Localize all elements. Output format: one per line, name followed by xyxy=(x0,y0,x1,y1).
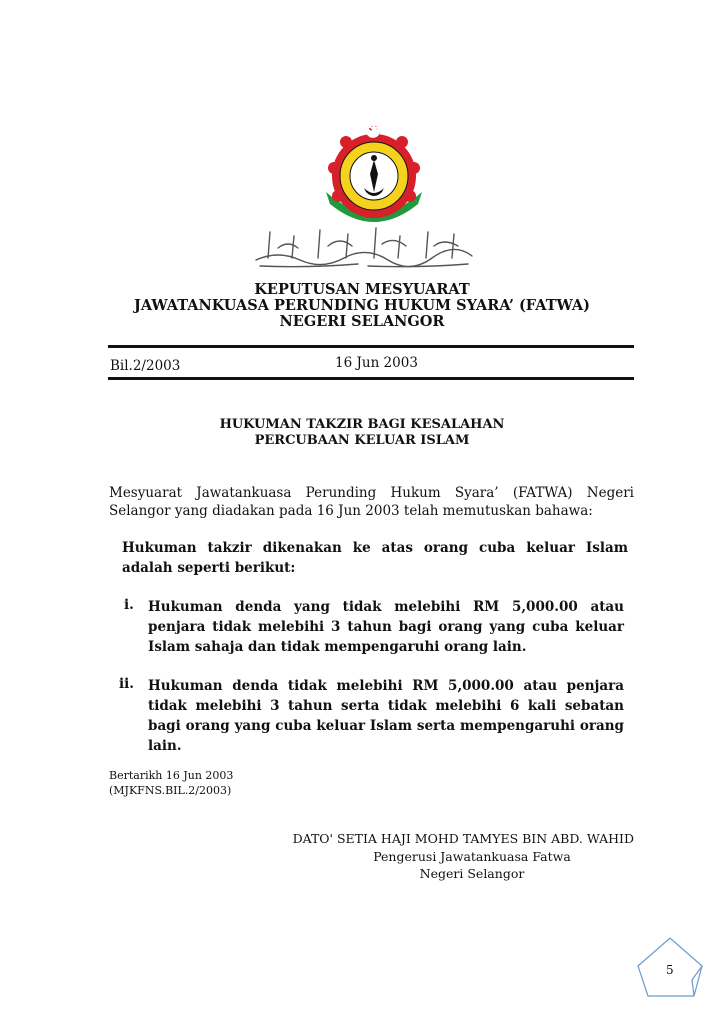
bottom-rule xyxy=(108,377,634,380)
header-line-3: NEGERI SELANGOR xyxy=(279,313,445,330)
page-number-corner xyxy=(636,936,704,1000)
item-text: Hukuman denda yang tidak melebihi RM 5,000.00 atau penjara tidak melebihi 3 tahun bagi orang yang cuba keluar Islam sahaja dan tidak mempengaruhi orang lain. xyxy=(148,599,624,655)
item-text: Hukuman denda tidak melebihi RM 5,000.00 atau penjara tidak melebihi 3 tahun serta tidak melebihi 6 kali sebatan bagi orang yang cuba keluar Islam serta mempengaruhi orang lain. xyxy=(148,678,624,754)
top-rule xyxy=(108,345,634,348)
header-line-2: JAWATANKUASA PERUNDING HUKUM SYARA’ (FATWA) xyxy=(134,297,590,314)
item-number: i. xyxy=(124,597,134,613)
item-number: ii. xyxy=(119,676,134,692)
arabic-calligraphy xyxy=(248,222,480,270)
signatory-position: Pengerusi Jawatankuasa Fatwa xyxy=(373,849,571,864)
dated-line: Bertarikh 16 Jun 2003 xyxy=(109,769,234,782)
intro-paragraph: Mesyuarat Jawatankuasa Perunding Hukum Syara’ (FATWA) Negeri Selangor yang diadakan pada 16 Jun 2003 telah memutuskan bahawa: xyxy=(109,485,634,519)
title-line-1: HUKUMAN TAKZIR BAGI KESALAHAN xyxy=(219,417,505,432)
title-line-2: PERCUBAAN KELUAR ISLAM xyxy=(254,433,470,448)
signatory-state: Negeri Selangor xyxy=(419,866,525,881)
dated-reference: (MJKFNS.BIL.2/2003) xyxy=(109,784,232,797)
signatory-name: DATO' SETIA HAJI MOHD TAMYES BIN ABD. WAHID xyxy=(292,831,634,846)
reference-date: 16 Jun 2003 xyxy=(335,355,418,371)
reference-number: Bil.2/2003 xyxy=(110,358,181,374)
page-number: 5 xyxy=(666,963,674,977)
header-line-1: KEPUTUSAN MESYUARAT xyxy=(254,281,470,298)
emblem-logo xyxy=(318,122,430,230)
decision-statement: Hukuman takzir dikenakan ke atas orang cuba keluar Islam adalah seperti berikut: xyxy=(122,540,628,576)
